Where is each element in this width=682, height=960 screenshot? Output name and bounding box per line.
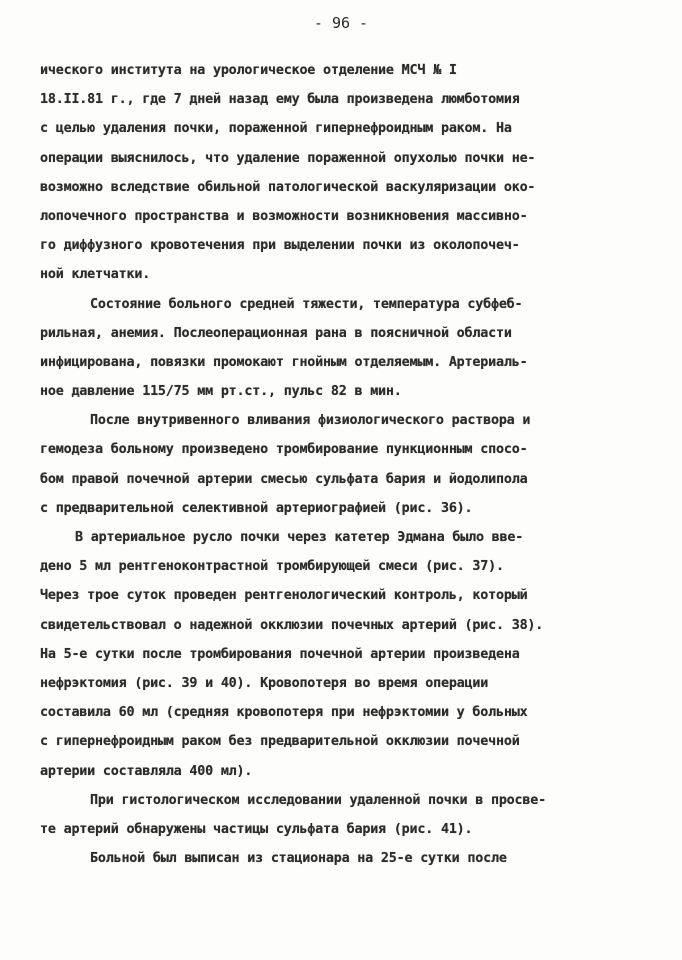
text-line: ического института на урологическое отделение МСЧ № I xyxy=(40,63,457,78)
page-number: - 96 - xyxy=(313,14,369,32)
text-line: возможно вследствие обильной патологической васкуляризации око- xyxy=(40,179,536,195)
text-line: лопочечного пространства и возможности возникновения массивно- xyxy=(40,208,528,224)
text-line: го диффузного кровотечения при выделении почки из околопочеч- xyxy=(40,238,520,254)
text-line: с гипернефроидным раком без предварительной окклюзии почечной xyxy=(40,734,520,750)
document-body xyxy=(40,56,640,873)
text-line: артерии составляла 400 мл). xyxy=(40,763,253,779)
text-line: рильная, анемия. Послеоперационная рана в поясничной области xyxy=(40,325,512,341)
text-line: ной клетчатки. xyxy=(40,267,151,283)
text-line: свидетельствовал о надежной окклюзии почечных артерий (рис. 38). xyxy=(40,617,544,633)
text-line: с целью удаления почки, пораженной гипернефроидным раком. На xyxy=(40,121,512,137)
text-line: Через трое суток проведен рентгенологический контроль, который xyxy=(40,588,528,604)
paragraph-first-line: При гистологическом исследовании удаленной почки в просве- xyxy=(90,792,546,808)
text-line: гемодеза больному произведено тромбирование пункционным спосо- xyxy=(40,442,528,458)
text-line: нефрэктомия (рис. 39 и 40). Кровопотеря во время операции xyxy=(40,675,489,691)
text-line: 18.II.81 г., где 7 дней назад ему была произведена люмботомия xyxy=(40,92,520,108)
paragraph-first-line: Состояние больного средней тяжести, температура субфеб- xyxy=(90,296,523,312)
text-line: дено 5 мл рентгеноконтрастной тромбирующей смеси (рис. 37). xyxy=(40,559,504,575)
paragraph-first-line: В артериальное русло почки через катетер Эдмана было вве- xyxy=(75,530,524,545)
paragraph-first-line: Больной был выписан из стационара на 25-е сутки после xyxy=(90,851,507,867)
text-line: ное давление 115/75 мм рт.ст., пульс 82 в мин. xyxy=(40,384,402,400)
text-line: те артерий обнаружены частицы сульфата бария (рис. 41). xyxy=(40,821,473,837)
text-line: бом правой почечной артерии смесью сульфата бария и йодолипола xyxy=(40,471,528,487)
text-line: инфицирована, повязки промокают гнойным отделяемым. Артериаль- xyxy=(40,354,528,370)
text-line: На 5-е сутки после тромбирования почечной артерии произведена xyxy=(40,646,520,662)
text-line: составила 60 мл (средняя кровопотеря при нефрэктомии у больных xyxy=(40,705,528,721)
text-line: с предварительной селективной артериографией (рис. 36). xyxy=(40,500,473,516)
text-line: операции выяснилось, что удаление пораженной опухолью почки не- xyxy=(40,150,536,166)
paragraph-first-line: После внутривенного вливания физиологического раствора и xyxy=(90,413,531,429)
